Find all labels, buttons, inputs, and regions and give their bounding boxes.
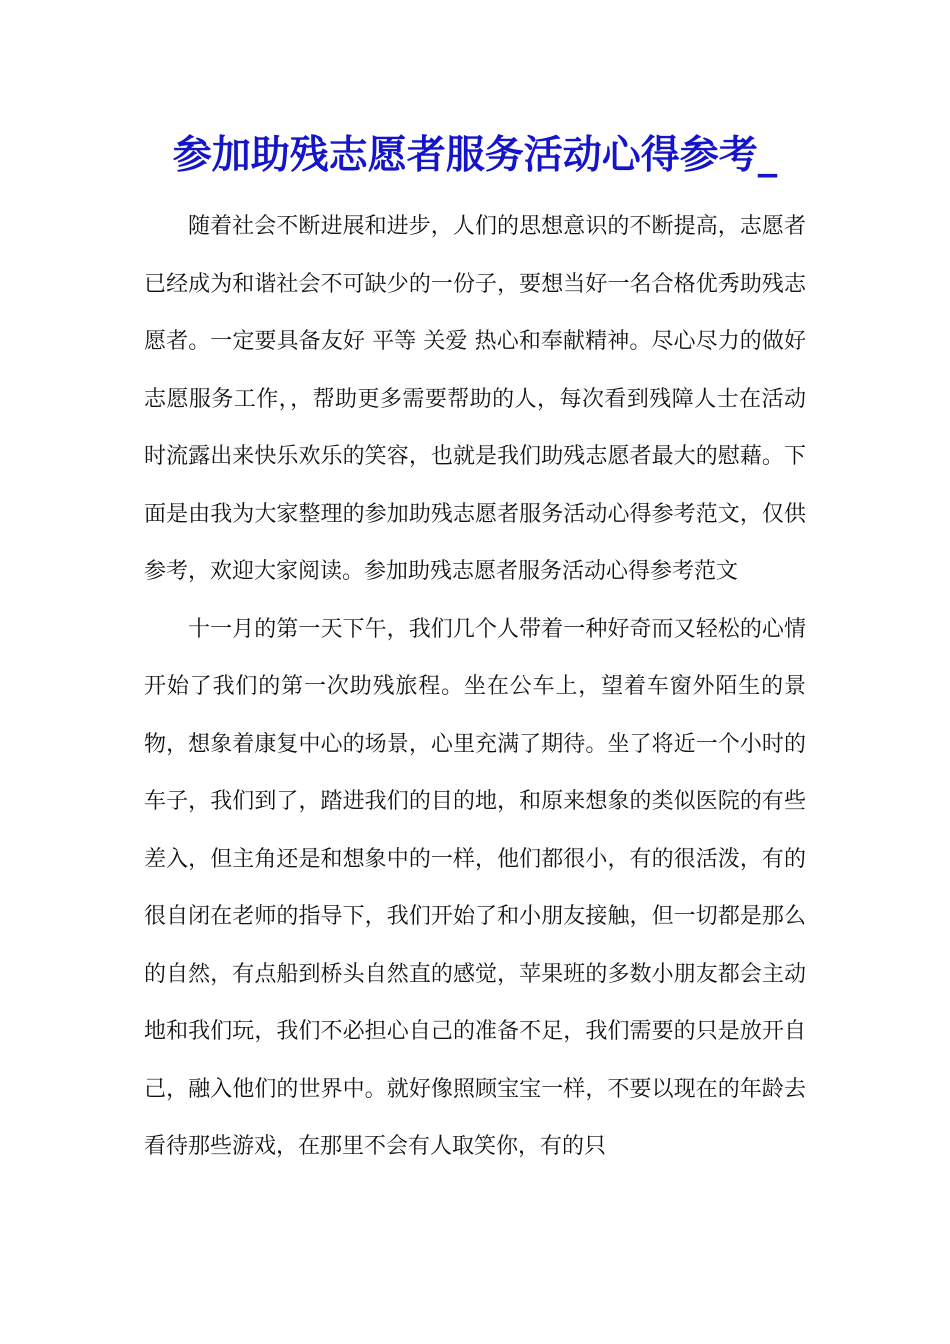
- document-title: 参加助残志愿者服务活动心得参考_: [172, 132, 778, 178]
- paragraph-story: 十一月的第一天下午，我们几个人带着一种好奇而又轻松的心情开始了我们的第一次助残旅程。坐在公车上，望着车窗外陌生的景物，想象着康复中心的场景，心里充满了期待。坐了将近一个小时的车子，我们到了，踏进我们的目的地，和原来想象的类似医院的有些差入，但主角还是和想象中的一样，他们都很小，有的很活泼，有的很自闭在老师的指导下，我们开始了和小朋友接触，但一切都是那么的自然，有点船到桥头自然直的感觉，苹果班的多数小朋友都会主动地和我们玩，我们不必担心自己的准备不足，我们需要的只是放开自己，融入他们的世界中。就好像照顾宝宝一样，不要以现在的年龄去看待那些游戏，在那里不会有人取笑你，有的只: [144, 616, 806, 1159]
- paragraph-intro: 随着社会不断进展和进步，人们的思想意识的不断提高，志愿者已经成为和谐社会不可缺少的一份子，要想当好一名合格优秀助残志愿者。一定要具备友好 平等 关爱 热心和奉献精神。尽心尽力的做好志愿服务工作，，帮助更多需要帮助的人，每次看到残障人士在活动时流露出来快乐欢乐的笑容，也就是我们助残志愿者最大的慰藉。下面是由我为大家整理的参加助残志愿者服务活动心得参考范文，仅供参考，欢迎大家阅读。参加助残志愿者服务活动心得参考范文: [144, 214, 806, 584]
- document-body: [144, 198, 806, 1176]
